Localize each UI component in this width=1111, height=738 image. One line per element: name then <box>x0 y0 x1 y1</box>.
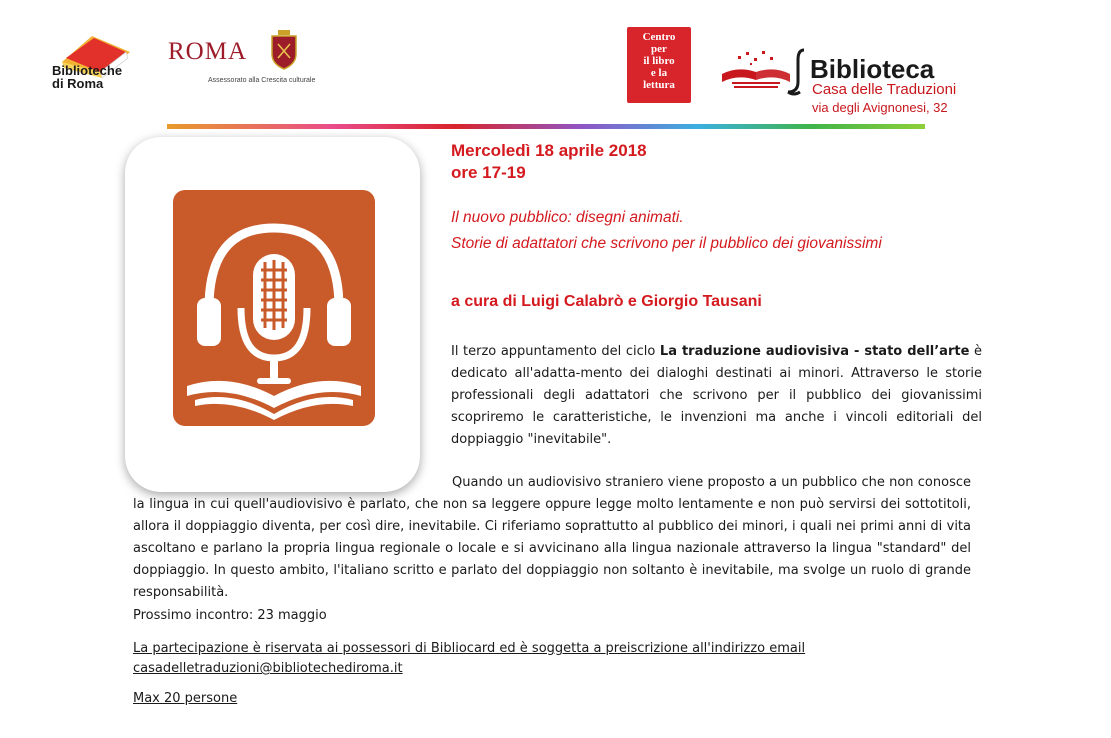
centro-libro-lettura-label: Centro per il libro e la lettura <box>642 31 676 91</box>
audiobook-icon-card <box>125 137 420 492</box>
max-participants: Max 20 persone <box>133 691 238 706</box>
description-rest: è dedicato all'adatta-mento dei dialoghi destinati ai minori. Attraverso le storie professionali degli adattatori che scrivono per il pubblico dei giovanissimi scopriremo le caratteristiche, le invenzioni ma anche i vincoli editoriali del doppiaggio "inevitabile". <box>451 344 982 447</box>
event-curators: a cura di Luigi Calabrò e Giorgio Tausani <box>451 293 762 310</box>
description-intro: Il terzo appuntamento del ciclo <box>451 344 660 359</box>
event-title-line2: Storie di adattatori che scrivono per il pubblico dei giovanissimi <box>451 235 882 252</box>
event-title-line1: Il nuovo pubblico: disegni animati. <box>451 209 684 226</box>
event-context-paragraph: Quando un audiovisivo straniero viene proposto a un pubblico che non conosce la lingua in cui quell'audiovisivo è parlato, che non sa leggere oppure legge molto lentamente e non può servirsi dei sottotitoli, allora il doppiaggio diventa, per così dire, inevitabile. Ci riferiamo soprattutto al pubblico dei minori, i quali nei primi anni di vita ascoltano e parlano la propria lingua regionale o locale e si avvicinano alla lingua nazionale attraverso la lingua "standard" del doppiaggio. In questo ambito, l'italiano scritto e parlato del doppiaggio non soltanto è inevitabile, ma svolge un ruolo di grande responsabilità. <box>133 475 971 600</box>
series-title: La traduzione audiovisiva - stato dell’arte <box>659 344 970 359</box>
event-time: ore 17-19 <box>451 163 526 182</box>
casa-delle-traduzioni-subtitle: Casa delle Traduzioni <box>812 81 957 98</box>
participation-notice: La partecipazione è riservata ai possessori di Bibliocard ed è soggetta a preiscrizione all'indirizzo email <box>133 641 806 656</box>
headphones-microphone-book-icon <box>173 190 375 426</box>
event-date: Mercoledì 18 aprile 2018 <box>451 141 647 160</box>
event-description <box>451 341 982 451</box>
library-address: via degli Avignonesi, 32 <box>812 100 948 115</box>
biblioteca-title: Biblioteca <box>810 54 935 84</box>
roma-wordmark: ROMA <box>168 38 248 65</box>
contact-email-link[interactable]: casadelletraduzioni@bibliotechediroma.it <box>133 661 403 676</box>
roma-crest-icon <box>270 30 298 70</box>
biblioteche-di-roma-label: Biblioteche di Roma <box>52 63 123 91</box>
next-meeting: Prossimo incontro: 23 maggio <box>133 608 327 623</box>
centro-libro-lettura-logo <box>627 27 691 103</box>
rainbow-divider <box>167 124 925 129</box>
roma-assessorato-label: Assessorato alla Crescita culturale <box>208 77 316 84</box>
open-book-icon <box>716 48 806 98</box>
